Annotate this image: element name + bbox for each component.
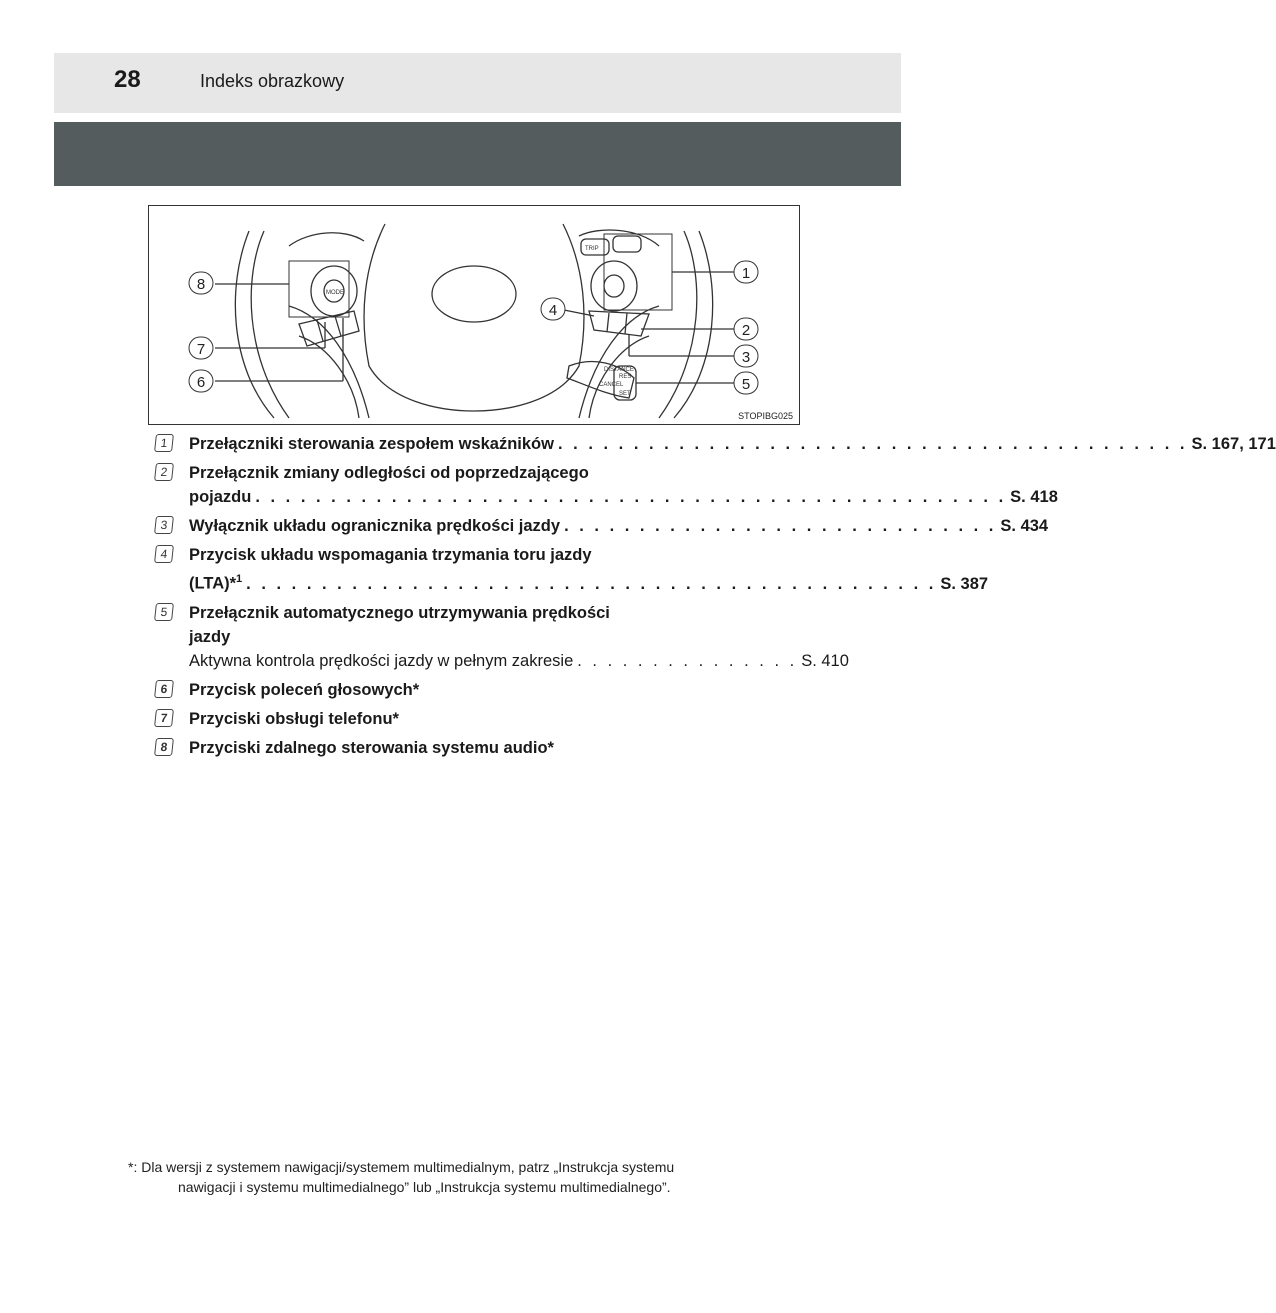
- item-text-cont: jazdy: [189, 627, 231, 646]
- page-reference[interactable]: S. 387: [940, 574, 989, 593]
- svg-text:2: 2: [741, 322, 751, 339]
- leader-dots: . . . . . . . . . . . . . . .: [577, 651, 798, 670]
- distance-label: DISTANCE: [604, 367, 634, 373]
- item-text: Przełącznik zmiany odległości od poprzedzającego: [189, 464, 589, 482]
- svg-text:5: 5: [741, 376, 751, 393]
- list-item-2: [155, 461, 1058, 509]
- section-banner: [54, 122, 901, 186]
- item-text: Przełącznik automatycznego utrzymywania prędkości: [189, 603, 610, 622]
- list-item-7: [155, 707, 775, 731]
- callout-8: [189, 272, 213, 294]
- item-list: [155, 432, 1276, 765]
- footnote: [128, 1157, 800, 1197]
- svg-text:3: 3: [741, 349, 751, 366]
- item-number: 6: [154, 680, 174, 698]
- page-reference[interactable]: S. 410: [801, 651, 849, 670]
- item-text: Przycisk układu wspomagania trzymania toru jazdy: [189, 546, 592, 564]
- callout-6: [189, 370, 213, 392]
- res-label: RES: [619, 374, 632, 380]
- svg-text:1: 1: [741, 265, 751, 282]
- page-number: 28: [114, 66, 141, 93]
- figure-code: STOPIBG025: [738, 411, 793, 421]
- item-number: 2: [154, 463, 174, 481]
- subitem-text: Aktywna kontrola prędkości jazdy w pełnym zakresie: [189, 651, 574, 670]
- item-text-cont: pojazdu: [189, 488, 252, 506]
- page-header: [54, 53, 901, 113]
- footnote-line-2: nawigacji i systemu multimedialnego” lub „Instrukcja systemu multimedialnego”.: [178, 1179, 671, 1195]
- svg-text:8: 8: [196, 276, 206, 293]
- list-item-6: [155, 678, 775, 702]
- leader-dots: . . . . . . . . . . . . . . . . . . . . . . . . . . . . .: [564, 517, 997, 535]
- item-number: 4: [154, 545, 174, 563]
- svg-text:4: 4: [548, 302, 558, 319]
- footnote-line-1: *: Dla wersji z systemem nawigacji/systemem multimedialnym, patrz „Instrukcja systemu: [128, 1159, 675, 1175]
- page-reference[interactable]: S. 167, 171: [1191, 435, 1276, 453]
- item-text: Wyłącznik układu ogranicznika prędkości jazdy: [189, 517, 561, 535]
- list-item-4: [155, 543, 989, 596]
- page-reference[interactable]: S. 434: [1000, 517, 1049, 535]
- callout-2: [734, 318, 758, 340]
- item-number: 3: [154, 516, 174, 534]
- callout-3: [734, 345, 758, 367]
- item-number: 5: [154, 603, 174, 621]
- list-item-3: [155, 514, 1049, 538]
- footnote-marker: 1: [236, 573, 243, 585]
- leader-dots: . . . . . . . . . . . . . . . . . . . . . . . . . . . . . . . . . . . . . . . . . .: [557, 435, 1188, 453]
- item-number: 7: [154, 709, 174, 727]
- item-number: 8: [154, 738, 174, 756]
- callout-5: [734, 372, 758, 394]
- list-item-8: [155, 736, 775, 760]
- item-text: Przycisk poleceń głosowych*: [189, 680, 420, 699]
- steering-wheel-drawing: [149, 206, 799, 424]
- item-text: Przyciski obsługi telefonu*: [189, 709, 399, 728]
- cancel-label: CANCEL: [599, 382, 624, 388]
- leader-dots: . . . . . . . . . . . . . . . . . . . . . . . . . . . . . . . . . . . . . . . . . . . . . .: [246, 574, 937, 593]
- svg-text:6: 6: [196, 374, 206, 391]
- item-text-cont: (LTA)*: [189, 574, 237, 593]
- list-item-5: [155, 601, 849, 673]
- page-reference[interactable]: S. 418: [1010, 488, 1058, 506]
- item-text: Przełączniki sterowania zespołem wskaźników: [189, 435, 554, 453]
- mode-button-label: MODE: [326, 290, 344, 296]
- callout-4: [541, 298, 565, 320]
- item-number: 1: [154, 434, 174, 452]
- steering-wheel-illustration: [148, 205, 800, 425]
- item-text: Przyciski zdalnego sterowania systemu audio*: [189, 738, 554, 757]
- callout-1: [734, 261, 758, 283]
- callout-7: [189, 337, 213, 359]
- section-title: Indeks obrazkowy: [200, 71, 345, 91]
- trip-button-label: TRIP: [585, 246, 599, 252]
- svg-text:7: 7: [196, 341, 206, 358]
- list-item-1: [155, 432, 1276, 456]
- leader-dots: . . . . . . . . . . . . . . . . . . . . . . . . . . . . . . . . . . . . . . . . . . . . . . . . . .: [255, 488, 1007, 506]
- set-label: SET: [619, 391, 631, 397]
